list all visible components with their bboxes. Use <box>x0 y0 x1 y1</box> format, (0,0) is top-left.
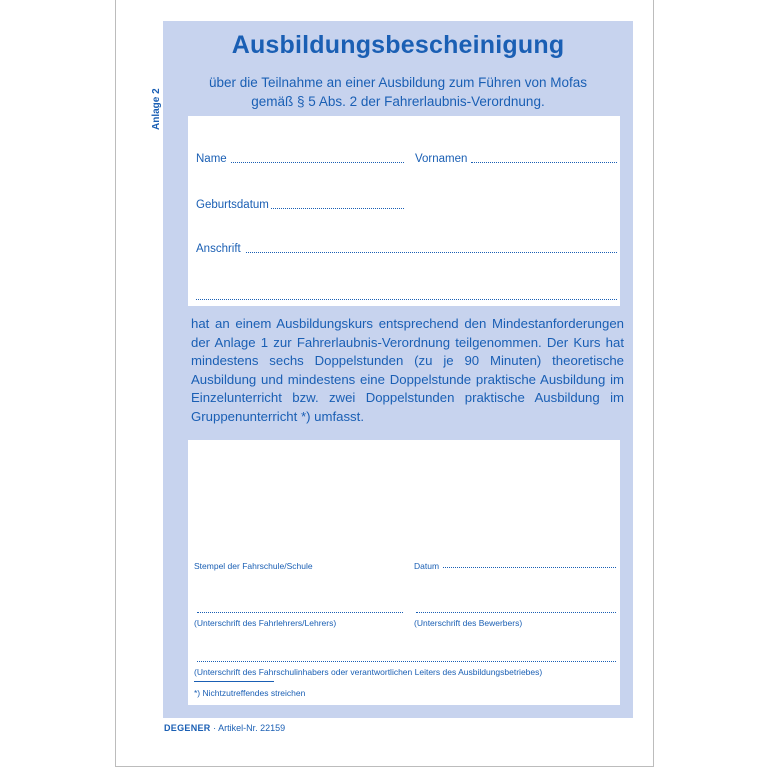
body-text: hat an einem Ausbildungskurs entsprechend den Mindestanforderungen der Anlage 1 zur Fahrerlaubnis-Verordnung teilgenommen. Der Kurs hat mindestens sechs Doppelstunden (zu je 90 Minuten) theoretische Ausbildung und mindestens eine Doppelstunde praktische Ausbildung im Einzelunterricht bzw. zwei Doppelstunden praktische Ausbildung im Gruppenunterricht *) umfasst. <box>191 316 624 424</box>
lehrer-signature-line[interactable] <box>197 612 403 613</box>
anschrift-label: Anschrift <box>196 243 241 255</box>
bewerber-signature-line[interactable] <box>416 612 616 613</box>
bewerber-signature-label: (Unterschrift des Bewerbers) <box>414 618 523 628</box>
subtitle-line2: gemäß § 5 Abs. 2 der Fahrerlaubnis-Verordnung. <box>251 94 545 109</box>
document-subtitle <box>163 73 633 111</box>
footer <box>164 723 285 733</box>
anschrift-field-line2[interactable] <box>196 299 617 300</box>
vornamen-label: Vornamen <box>415 153 468 165</box>
side-note-line1: Anlage 2 <box>151 88 162 130</box>
stempel-label: Stempel der Fahrschule/Schule <box>194 561 313 571</box>
article-number: · Artikel-Nr. 22159 <box>213 723 286 733</box>
datum-field[interactable] <box>443 567 616 568</box>
brand-logo: DEGENER <box>164 723 211 733</box>
signature-box <box>188 440 620 705</box>
anschrift-field[interactable] <box>246 252 617 253</box>
lehrer-signature-label: (Unterschrift des Fahrlehrers/Lehrers) <box>194 618 337 628</box>
inhaber-signature-line[interactable] <box>197 661 616 662</box>
geburtsdatum-field[interactable] <box>271 208 404 209</box>
document-title: Ausbildungsbescheinigung <box>231 31 565 59</box>
vornamen-field[interactable] <box>471 162 617 163</box>
geburtsdatum-label: Geburtsdatum <box>196 199 269 211</box>
name-label: Name <box>196 153 227 165</box>
inhaber-signature-label: (Unterschrift des Fahrschulinhabers oder verantwortlichen Leiters des Ausbildungsbetriebes) <box>194 667 543 677</box>
datum-label: Datum <box>414 561 440 571</box>
subtitle-line1: über die Teilnahme an einer Ausbildung zum Führen von Mofas <box>209 75 587 90</box>
personal-data-box <box>188 116 620 306</box>
footnote-rule <box>194 681 274 682</box>
name-field[interactable] <box>231 162 404 163</box>
footnote: *) Nichtzutreffendes streichen <box>194 688 306 698</box>
